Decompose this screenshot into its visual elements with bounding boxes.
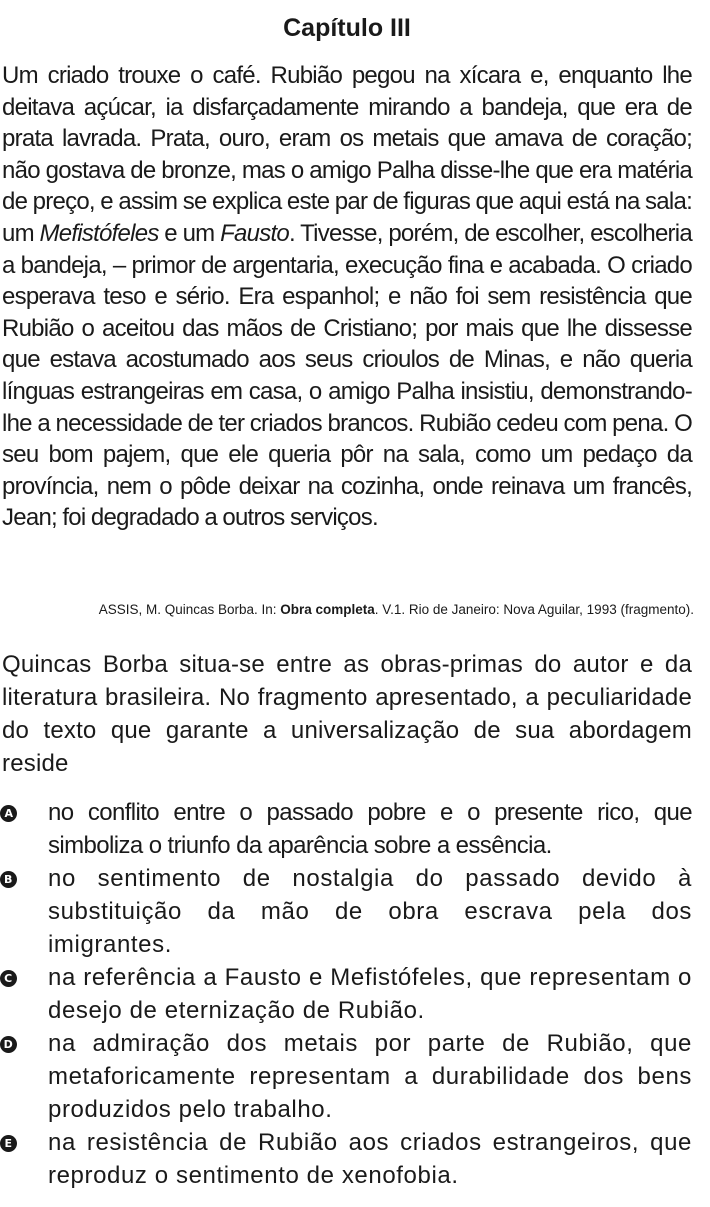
- passage-text-part3: . Tivesse, porém, de escolher, escolheria a bandeja, – primor de argentaria, execução fina e acabada. O criado esperava teso e sério. Era espanhol; e não foi sem resistência que Rubião o aceitou das mãos de Cristiano; por mais que lhe dissesse que estava acostumado aos seus crioulos de Minas, e não queria línguas estrangeiras em casa, o amigo Palha insistiu, demonstrando-lhe a necessidade de ter criados brancos. Rubião cedeu com pena. O seu bom pajem, que ele queria pôr na sala, como um pedaço da província, nem o pôde deixar na cozinha, onde reinava um francês, Jean; foi degradado a outros serviços.: [2, 219, 692, 532]
- option-d-text: na admiração dos metais por parte de Rubião, que metaforicamente representam a durabilidade dos bens produzidos pelo trabalho.: [48, 1030, 692, 1123]
- option-e-text: na resistência de Rubião aos criados estrangeiros, que reproduz o sentimento de xenofobia.: [48, 1129, 692, 1189]
- option-letter-badge-e: E: [0, 1135, 17, 1152]
- option-a[interactable]: [0, 796, 692, 862]
- question-stem: Quincas Borba situa-se entre as obras-primas do autor e da literatura brasileira. No fragmento apresentado, a peculiaridade do texto que garante a universalização de sua abordagem reside: [2, 651, 692, 777]
- option-c-text: na referência a Fausto e Mefistófeles, que representam o desejo de eternização de Rubião.: [48, 964, 692, 1024]
- option-letter-badge-d: D: [0, 1036, 17, 1053]
- passage-text-part2: e um: [158, 219, 221, 247]
- option-a-text: no conflito entre o passado pobre e o presente rico, que simboliza o triunfo da aparência sobre a essência.: [48, 799, 692, 859]
- option-letter-badge-a: A: [0, 805, 17, 822]
- passage-italic-mefistofeles: Mefistófeles: [39, 219, 159, 247]
- option-b-text: no sentimento de nostalgia do passado devido à substituição da mão de obra escrava pela dos imigrantes.: [48, 865, 692, 958]
- passage-text-part1: Um criado trouxe o café. Rubião pegou na xícara e, enquanto lhe deitava açúcar, ia disfarçadamente mirando a bandeja, que era de prata lavrada. Prata, ouro, eram os metais que amava de coração; não gostava de bronze, mas o amigo Palha disse-lhe que era matéria de preço, e assim se explica este par de figuras que aqui está na sala: um: [2, 62, 692, 247]
- option-letter-badge-b: B: [0, 871, 17, 888]
- option-b[interactable]: [0, 862, 692, 961]
- option-c[interactable]: [0, 961, 692, 1027]
- option-letter-badge-c: C: [0, 970, 17, 987]
- passage-italic-fausto: Fausto: [220, 219, 289, 247]
- option-e[interactable]: [0, 1126, 692, 1192]
- source-citation: [2, 602, 694, 617]
- citation-suffix: . V.1. Rio de Janeiro: Nova Aguilar, 1993 (fragmento).: [374, 602, 694, 617]
- citation-bold-title: Obra completa: [280, 602, 375, 617]
- answer-options: [0, 796, 710, 1192]
- literary-passage: [2, 60, 692, 534]
- option-d[interactable]: [0, 1027, 692, 1126]
- chapter-title: Capítulo III: [283, 14, 411, 42]
- citation-prefix: ASSIS, M. Quincas Borba. In:: [98, 602, 281, 617]
